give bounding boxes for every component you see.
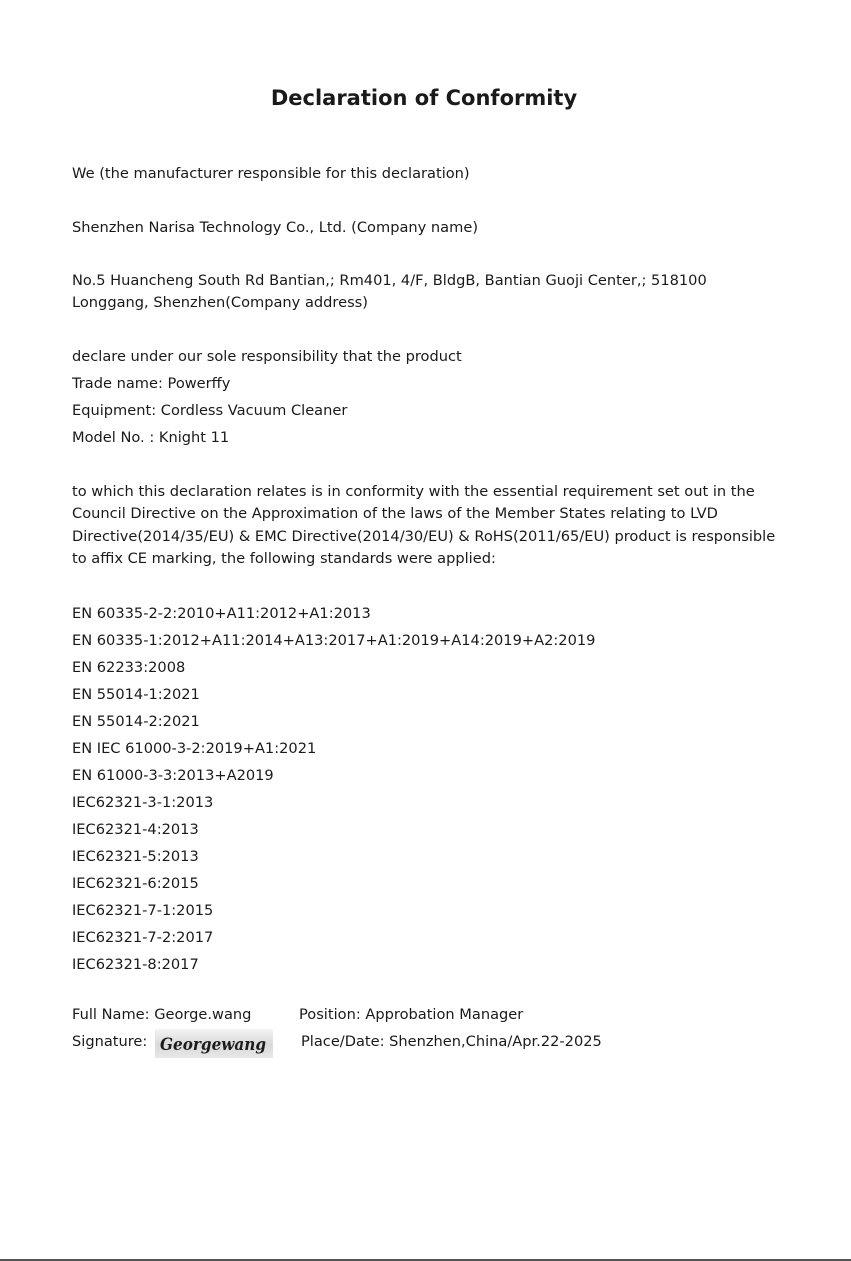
signature-label: Signature: [72,1033,148,1050]
standard-item: IEC62321-7-2:2017 [72,929,214,946]
standard-item: EN 62233:2008 [72,659,186,676]
standard-item: IEC62321-4:2013 [72,821,199,838]
company-name: Shenzhen Narisa Technology Co., Ltd. (Company name) [72,219,479,236]
standard-item: IEC62321-7-1:2015 [72,902,214,919]
position: Position: Approbation Manager [299,1006,524,1023]
standard-item: IEC62321-6:2015 [72,875,199,892]
standard-item: EN 60335-2-2:2010+A11:2012+A1:2013 [72,605,371,622]
conformity-paragraph: to which this declaration relates is in conformity with the essential requirement set out in the Council Directive on the Approximation of the laws of the Member States relating to LVD Directive(2014/35/EU) & EMC Directive(2014/30/EU) & RoHS(2011/65/EU) product is responsible to affix CE marking, the following standards were applied: [72,483,776,567]
standard-item: EN 60335-1:2012+A11:2014+A13:2017+A1:2019+A14:2019+A2:2019 [72,632,596,649]
standards-list [72,600,595,978]
equipment: Equipment: Cordless Vacuum Cleaner [72,402,348,419]
signature-text: Georgewang [160,1035,267,1055]
full-name: Full Name: George.wang [72,1006,252,1023]
standard-item: EN 61000-3-3:2013+A2019 [72,767,274,784]
standard-item: IEC62321-5:2013 [72,848,199,865]
standard-item: EN 55014-1:2021 [72,686,200,703]
model-number: Model No. : Knight 11 [72,429,230,446]
address-line-2: Longgang, Shenzhen(Company address) [72,294,368,311]
manufacturer-intro: We (the manufacturer responsible for this declaration) [72,165,470,182]
standard-item: IEC62321-8:2017 [72,956,199,973]
standard-item: EN 55014-2:2021 [72,713,200,730]
standard-item: IEC62321-3-1:2013 [72,794,214,811]
standard-item: EN IEC 61000-3-2:2019+A1:2021 [72,740,317,757]
signature-image [155,1029,273,1058]
trade-name: Trade name: Powerffy [72,375,231,392]
declare-line: declare under our sole responsibility that the product [72,348,462,365]
page-title: Declaration of Conformity [270,86,578,110]
address-line-1: No.5 Huancheng South Rd Bantian,; Rm401, 4/F, BldgB, Bantian Guoji Center,; 518100 [72,272,707,289]
place-date: Place/Date: Shenzhen,China/Apr.22-2025 [301,1033,602,1050]
